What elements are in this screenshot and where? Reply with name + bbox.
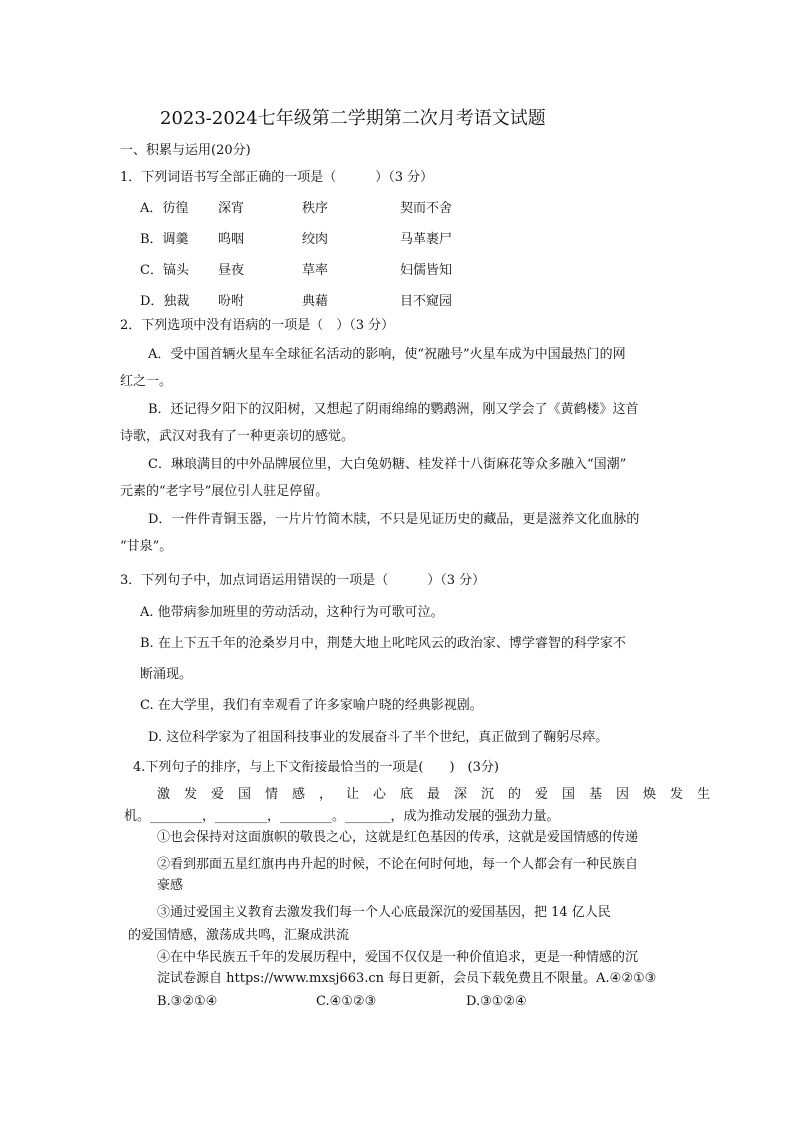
question-2-option-a: A．受中国首辆火星车全球征名活动的影响，使“祝融号”火星车成为中国最热门的网 [148,347,626,362]
option-word: 妇儒皆知 [400,263,453,278]
question-4-sentence-4-cont: 淀试卷源自 https://www.mxsj663.cn 每日更新，会员下载免费且不限量。A.④②①③ [157,971,657,986]
question-3-option-a: A. 他带病参加班里的劳动活动，这种行为可歌可泣。 [140,605,444,620]
question-2-option-b: B．还记得夕阳下的汉阳树，又想起了阴雨绵绵的鹦鹉洲，刚又学会了《黄鹤楼》这首 [148,402,639,417]
option-label: C．镐头 [140,263,189,278]
option-label: A．彷徨 [140,201,189,216]
question-4-option-b: B.③②①④ [157,994,218,1009]
question-4-lead: 激发爱国情感，让心底最深沉的爱国基因焕发生 [157,787,725,802]
question-1-stem: 1．下列词语书写全部正确的一项是（ ）（3 分） [120,170,434,185]
option-word: 草率 [302,263,329,278]
question-4-sentence-1: ①也会保持对这面旗帜的敬畏之心，这就是红色基因的传承，这就是爱国情感的传递 [157,830,639,845]
option-label: D．独裁 [140,294,190,309]
question-2-option-d-cont: “甘泉”。 [120,539,173,554]
option-word: 吩咐 [218,294,245,309]
question-2-option-a-cont: 红之一。 [120,374,173,389]
question-3-stem: 3．下列句子中，加点词语运用错误的一项是（ ）（3 分） [120,573,486,588]
question-4-lead-cont: 机。________，________，________。_______，成为推动发展的强劲力量。 [124,809,560,824]
question-2-option-c: C．琳琅满目的中外品牌展位里，大白兔奶糖、桂发祥十八街麻花等众多融入“国潮” [148,457,627,472]
question-3-option-d: D. 这位科学家为了祖国科技事业的发展奋斗了半个世纪，真正做到了鞠躬尽瘁。 [148,730,609,745]
option-word: 呜咽 [218,232,245,247]
question-2-option-c-cont: 元素的“老字号”展位引人驻足停留。 [120,484,329,499]
question-3-option-b-cont: 断涌现。 [140,667,193,682]
question-4-sentence-2: ②看到那面五星红旗冉冉升起的时候，不论在何时何地，每一个人都会有一种民族自 [157,857,639,872]
question-3-option-b: B. 在上下五千年的沧桑岁月中，荆楚大地上叱咤风云的政治家、博学睿智的科学家不 [140,636,626,651]
question-4-stem: 4.下列句子的排序，与上下文衔接最恰当的一项是( ) (3分) [133,760,499,775]
page-title: 2023-2024七年级第二学期第二次月考语文试题 [160,108,546,129]
question-4-option-d: D.③①②④ [466,994,527,1009]
section-heading: 一、积累与运用(20分) [120,143,251,158]
question-4-sentence-3-cont: 的爱国情感，激荡成共鸣，汇聚成洪流 [128,928,350,943]
option-word: 契而不舍 [400,201,453,216]
question-4-option-c: C.④①②③ [316,994,377,1009]
option-label: B．调羹 [140,232,189,247]
question-3-option-c: C. 在大学里，我们有幸观看了许多家喻户晓的经典影视剧。 [140,698,483,713]
question-2-option-b-cont: 诗歌，武汉对我有了一种更亲切的感觉。 [120,429,355,444]
question-2-stem: 2．下列选项中没有语病的一项是（ ）（3 分） [120,318,395,333]
option-word: 深宵 [218,201,245,216]
option-word: 目不窥园 [400,294,453,309]
option-word: 秩序 [302,201,329,216]
option-word: 绞肉 [302,232,329,247]
question-2-option-d: D．一件件青铜玉器，一片片竹简木牍，不只是见证历史的藏品，更是滋养文化血脉的 [148,512,640,527]
question-4-sentence-2-cont: 豪感 [157,878,184,893]
question-4-sentence-4: ④在中华民族五千年的发展历程中，爱国不仅仅是一种价值追求，更是一种情感的沉 [157,950,639,965]
option-word: 典藉 [302,294,329,309]
option-word: 马革裹尸 [400,232,453,247]
option-word: 昼夜 [218,263,245,278]
question-4-sentence-3: ③通过爱国主义教育去激发我们每一个人心底最深沉的爱国基因，把 14 亿人民 [157,905,611,920]
